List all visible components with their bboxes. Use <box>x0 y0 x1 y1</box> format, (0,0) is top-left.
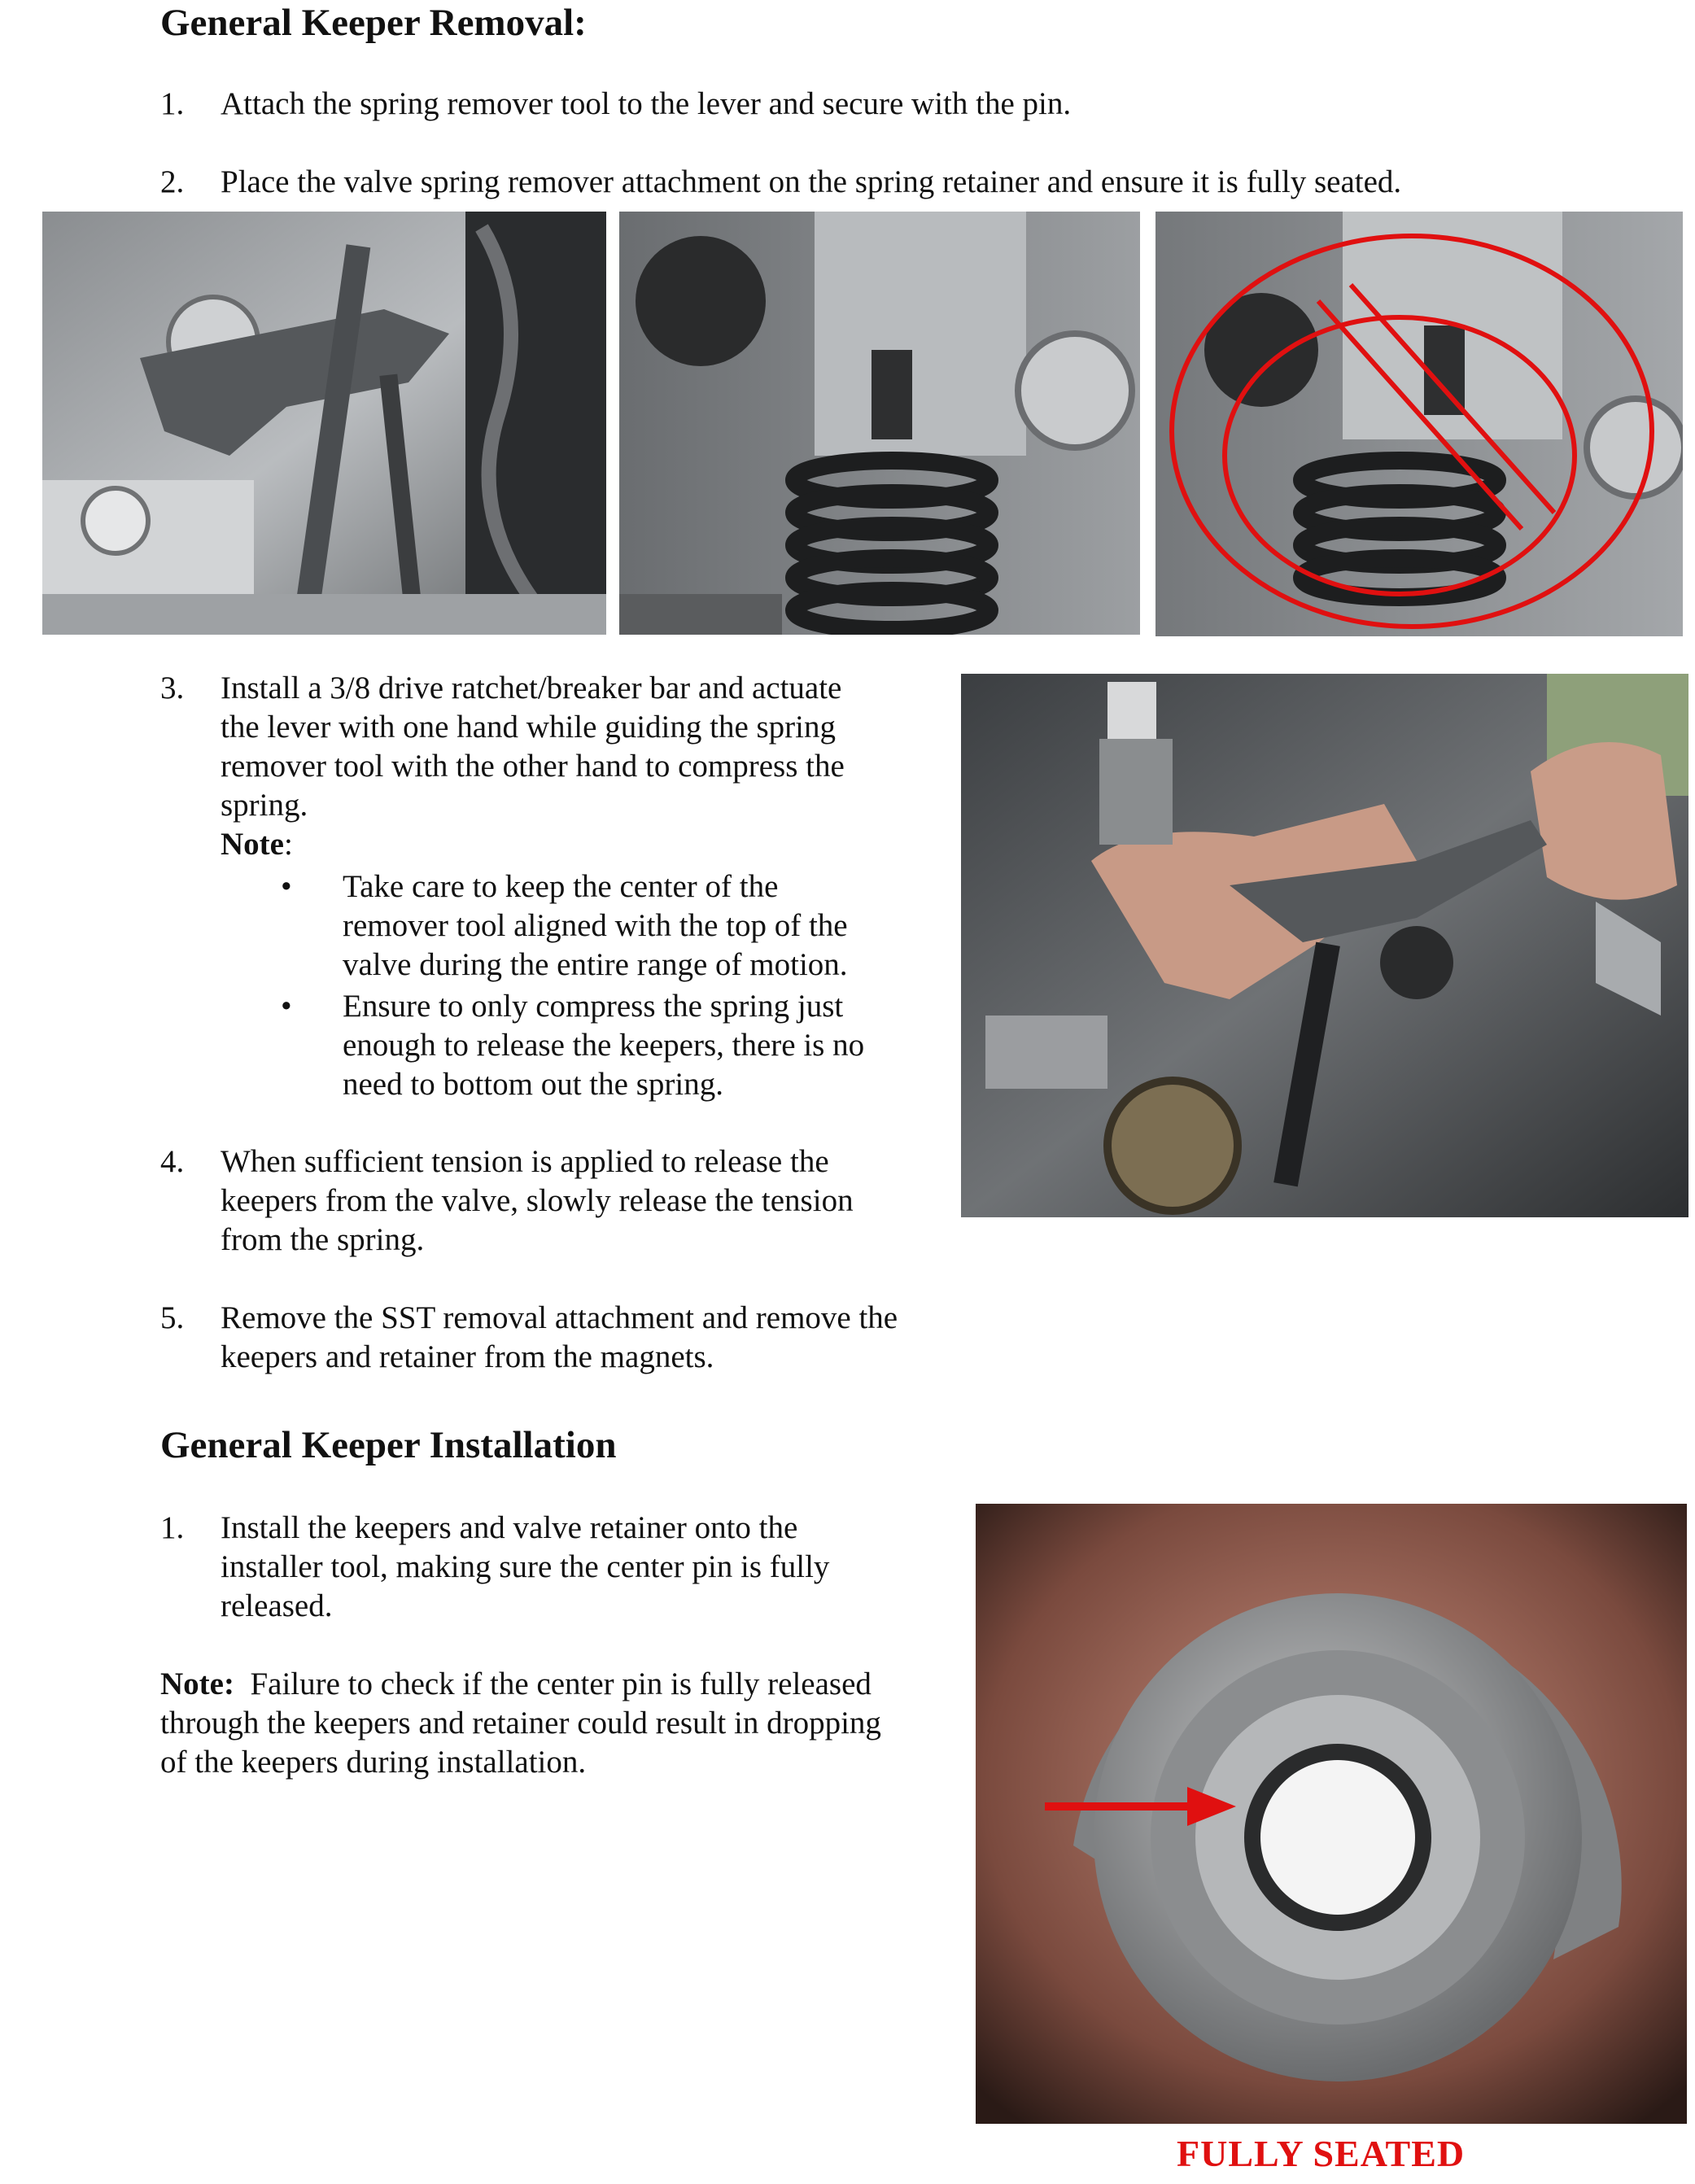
note-label <box>221 825 293 864</box>
step-1-number: 1. <box>160 86 185 121</box>
bullet-1-glyph: • <box>281 869 292 904</box>
bullet-2-line-2: enough to release the keepers, there is no <box>343 1028 865 1063</box>
lever-tool-image <box>42 212 606 635</box>
installation-heading: General Keeper Installation <box>160 1424 617 1466</box>
step-2-number: 2. <box>160 164 185 199</box>
install-note-text-1: Failure to check if the center pin is fully released <box>250 1666 872 1701</box>
step-5-number: 5. <box>160 1300 185 1335</box>
bullet-1-line-1: Take care to keep the center of the <box>343 869 779 904</box>
step-3-number: 3. <box>160 670 185 705</box>
install-step-1-line-2: installer tool, making sure the center pin is fully <box>221 1549 830 1584</box>
step-2-text: Place the valve spring remover attachment on the spring retainer and ensure it is fully seated. <box>221 164 1402 199</box>
step-4-line-3: from the spring. <box>221 1222 425 1257</box>
install-note-line-3: of the keepers during installation. <box>160 1745 587 1780</box>
ratchet-compress-image <box>961 674 1688 1217</box>
step-3-line-3: remover tool with the other hand to compress the <box>221 749 845 784</box>
step-5-line-1: Remove the SST removal attachment and remove the <box>221 1300 898 1335</box>
photo-attachment-seated <box>619 212 1140 635</box>
install-step-1-line-3: released. <box>221 1588 333 1623</box>
note-colon: : <box>283 827 293 862</box>
install-step-1-number: 1. <box>160 1510 185 1545</box>
install-note-line-1 <box>160 1665 872 1704</box>
bullet-2-line-1: Ensure to only compress the spring just <box>343 989 844 1024</box>
photo-ratchet-compress <box>961 674 1688 1217</box>
step-1-text: Attach the spring remover tool to the lever and secure with the pin. <box>221 86 1072 121</box>
photo-lever-tool <box>42 212 606 635</box>
step-3-line-1: Install a 3/8 drive ratchet/breaker bar and actuate <box>221 670 842 705</box>
step-5-line-2: keepers and retainer from the magnets. <box>221 1339 714 1374</box>
step-4-line-2: keepers from the valve, slowly release the tension <box>221 1183 854 1218</box>
install-step-1-line-1: Install the keepers and valve retainer onto the <box>221 1510 798 1545</box>
bullet-2-glyph: • <box>281 989 292 1024</box>
attachment-seated-image <box>619 212 1140 635</box>
install-note-line-2: through the keepers and retainer could result in dropping <box>160 1706 881 1741</box>
bullet-1-line-3: valve during the entire range of motion. <box>343 947 848 982</box>
removal-heading: General Keeper Removal: <box>160 2 587 44</box>
install-note-label: Note: <box>160 1666 234 1701</box>
fully-seated-caption: FULLY SEATED <box>1177 2133 1466 2174</box>
note-label-bold: Note <box>221 827 284 862</box>
bullet-2-line-3: need to bottom out the spring. <box>343 1067 723 1102</box>
bullet-1-line-2: remover tool aligned with the top of the <box>343 908 848 943</box>
step-3-line-2: the lever with one hand while guiding the spring <box>221 710 837 745</box>
photo-installer-tool <box>976 1504 1687 2124</box>
step-4-line-1: When sufficient tension is applied to release the <box>221 1144 829 1179</box>
installer-tool-image <box>976 1504 1687 2124</box>
step-3-line-4: spring. <box>221 788 308 823</box>
incorrect-seating-image <box>1155 212 1683 636</box>
step-4-number: 4. <box>160 1144 185 1179</box>
photo-incorrect-seating <box>1155 212 1683 636</box>
